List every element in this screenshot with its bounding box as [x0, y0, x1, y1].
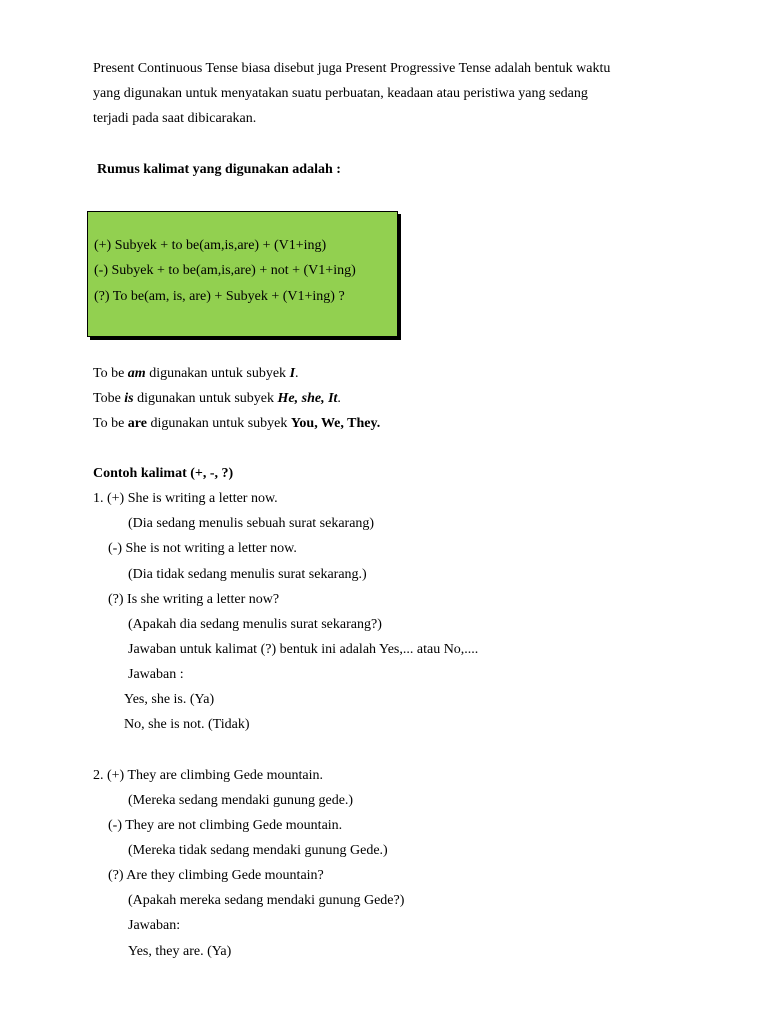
intro-line-1: Present Continuous Tense biasa disebut juga Present Progressive Tense adalah bentuk waktu — [93, 61, 611, 76]
example1-answer-yes: Yes, she is. (Ya) — [124, 692, 215, 707]
example2-question: (?) Are they climbing Gede mountain? — [108, 868, 324, 883]
tobe-rule-am — [93, 365, 299, 383]
formula-box — [87, 211, 398, 337]
example1-question: (?) Is she writing a letter now? — [108, 592, 280, 607]
tobe-keyword: is — [124, 391, 134, 406]
intro-line-2: yang digunakan untuk menyatakan suatu perbuatan, keadaan atau peristiwa yang sedang — [93, 86, 588, 101]
tobe-keyword: are — [127, 416, 147, 431]
intro-line-3: terjadi pada saat dibicarakan. — [93, 111, 257, 126]
examples-heading: Contoh kalimat (+, -, ?) — [93, 466, 234, 481]
tobe-subject: You, We, They. — [290, 416, 381, 431]
tobe-rule-pre: To be — [93, 416, 128, 431]
tobe-rule-post: . — [337, 391, 341, 406]
tobe-subject: He, she, It — [277, 391, 338, 406]
tobe-rule-pre: To be — [93, 366, 128, 381]
tobe-rule-are — [93, 415, 380, 433]
example1-negative: (-) She is not writing a letter now. — [108, 541, 297, 556]
formula-heading: Rumus kalimat yang digunakan adalah : — [97, 162, 341, 177]
example2-negative-translation: (Mereka tidak sedang mendaki gunung Gede.) — [128, 843, 388, 858]
tobe-rule-mid: digunakan untuk subyek — [145, 366, 290, 381]
example2-answer-label: Jawaban: — [128, 918, 181, 933]
tobe-subject: I — [289, 366, 296, 381]
example1-answer-no: No, she is not. (Tidak) — [124, 717, 250, 732]
formula-negative: (-) Subyek + to be(am,is,are) + not + (V1+ing) — [94, 263, 356, 278]
example1-answer-note: Jawaban untuk kalimat (?) bentuk ini adalah Yes,... atau No,.... — [128, 642, 479, 657]
example1-negative-translation: (Dia tidak sedang menulis surat sekarang.) — [128, 567, 367, 582]
example1-positive: 1. (+) She is writing a letter now. — [93, 491, 278, 506]
tobe-rule-is — [93, 390, 341, 408]
example2-positive-translation: (Mereka sedang mendaki gunung gede.) — [128, 793, 354, 808]
example2-negative: (-) They are not climbing Gede mountain. — [108, 818, 343, 833]
formula-positive: (+) Subyek + to be(am,is,are) + (V1+ing) — [94, 238, 327, 253]
example1-positive-translation: (Dia sedang menulis sebuah surat sekarang) — [128, 516, 375, 531]
example2-question-translation: (Apakah mereka sedang mendaki gunung Gede?) — [128, 893, 405, 908]
example2-answer-yes: Yes, they are. (Ya) — [128, 944, 232, 959]
example2-positive: 2. (+) They are climbing Gede mountain. — [93, 768, 324, 783]
tobe-rule-pre: Tobe — [93, 391, 125, 406]
tobe-rule-mid: digunakan untuk subyek — [146, 416, 291, 431]
tobe-keyword: am — [127, 366, 146, 381]
formula-question: (?) To be(am, is, are) + Subyek + (V1+ing) ? — [94, 289, 345, 304]
tobe-rule-mid: digunakan untuk subyek — [133, 391, 278, 406]
tobe-rule-post: . — [295, 366, 299, 381]
example1-answer-label: Jawaban : — [128, 667, 184, 682]
example1-question-translation: (Apakah dia sedang menulis surat sekarang?) — [128, 617, 382, 632]
